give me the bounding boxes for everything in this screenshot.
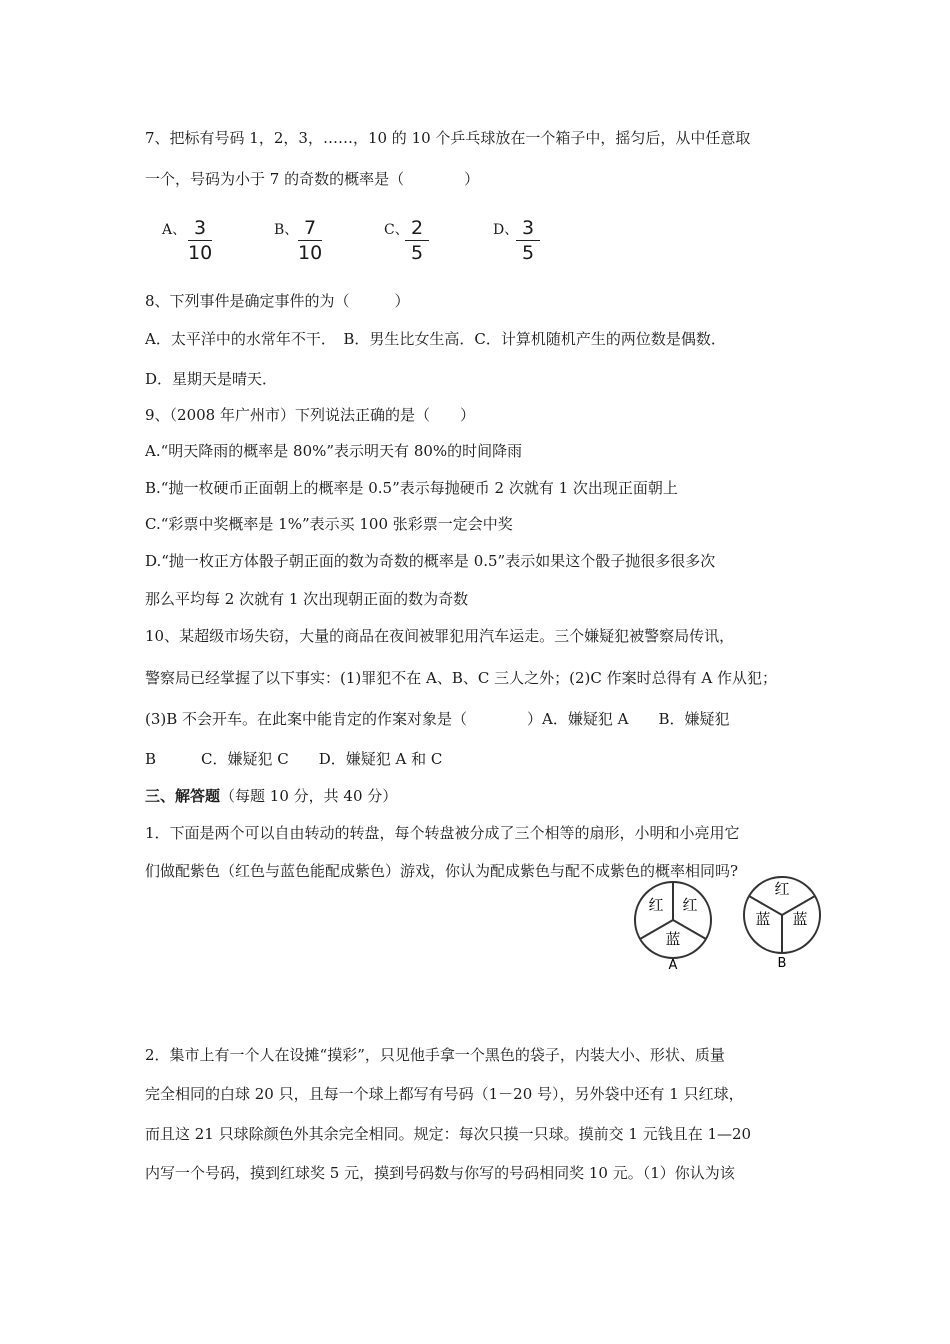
fraction-bar: [188, 240, 212, 241]
spinner-b-sector-label: 红: [774, 880, 790, 898]
q7-option-b-fraction: [298, 218, 322, 263]
q9-option-b: B.“抛一枚硬币正面朝上的概率是 0.5”表示每抛硬币 2 次就有 1 次出现正面朝上: [145, 479, 678, 497]
p1-line-2: 们做配紫色（红色与蓝色能配成紫色）游戏，你认为配成紫色与配不成紫色的概率相同吗?: [145, 862, 739, 880]
p2-line-2: 完全相同的白球 20 只，且每一个球上都写有号码（1－20 号），另外袋中还有 1 只红球，: [145, 1085, 744, 1103]
p2-line-1: 2．集市上有一个人在设摊“摸彩”，只见他手拿一个黑色的袋子，内装大小、形状、质量: [145, 1046, 725, 1064]
q8-options-line: A．太平洋中的水常年不干． B．男生比女生高．C．计算机随机产生的两位数是偶数．: [145, 330, 726, 348]
q9-option-a: A.“明天降雨的概率是 80%”表示明天有 80%的时间降雨: [145, 442, 523, 460]
fraction-bar: [516, 240, 540, 241]
fraction-denominator: 5: [521, 242, 535, 264]
fraction-numerator: 3: [194, 217, 207, 239]
q10-line-3: (3)B 不会开车。在此案中能肯定的作案对象是（ ）A．嫌疑犯 A B．嫌疑犯: [145, 710, 730, 728]
p2-line-4: 内写一个号码，摸到红球奖 5 元，摸到号码数与你写的号码相同奖 10 元。（1）你认为该: [145, 1164, 735, 1182]
q7-line-2: 一个，号码为小于 7 的奇数的概率是（ ）: [145, 170, 480, 188]
section-note: （每题 10 分，共 40 分）: [220, 787, 398, 805]
q9-option-c: C.“彩票中奖概率是 1%”表示买 100 张彩票一定会中奖: [145, 515, 513, 533]
p2-line-3: 而且这 21 只球除颜色外其余完全相同。规定：每次只摸一只球。摸前交 1 元钱且在 1—20: [145, 1125, 752, 1143]
q7-option-d-label: D、: [493, 222, 519, 238]
q9-option-d-line-1: D.“抛一枚正方体骰子朝正面的数为奇数的概率是 0.5”表示如果这个骰子抛很多很多次: [145, 552, 716, 570]
q7-option-a-fraction: [188, 218, 212, 263]
fraction-numerator: 2: [410, 217, 424, 239]
fraction-numerator: 3: [521, 217, 535, 239]
q10-line-2: 警察局已经掌握了以下事实：(1)罪犯不在 A、B、C 三人之外；(2)C 作案时总得有 A 作从犯；: [145, 669, 777, 687]
fraction-denominator: 10: [298, 242, 323, 264]
q7-option-c-label: C、: [384, 222, 409, 238]
spinner-b: [744, 877, 820, 971]
spinner-b-caption: B: [777, 956, 787, 971]
spinner-figure: [630, 870, 830, 975]
section-heading: [145, 785, 397, 806]
spinner-a-sector-label: 蓝: [665, 930, 681, 948]
q7-option-d-fraction: [516, 218, 540, 263]
spinner-a-sector-label: 红: [682, 896, 698, 914]
q8-stem: 8、下列事件是确定事件的为（ ）: [145, 292, 410, 310]
spinner-b-sector-label: 蓝: [755, 910, 771, 928]
q9-stem: 9、（2008 年广州市）下列说法正确的是（ ）: [145, 406, 475, 424]
q7-option-a-label: A、: [162, 222, 187, 238]
q9-option-d-line-2: 那么平均每 2 次就有 1 次出现朝正面的数为奇数: [145, 590, 469, 608]
q8-option-d: D．星期天是晴天．: [145, 370, 278, 388]
spinner-a-sector-label: 红: [648, 896, 664, 914]
q10-line-4: B C．嫌疑犯 C D．嫌疑犯 A 和 C: [145, 750, 443, 768]
q10-line-1: 10、某超级市场失窃，大量的商品在夜间被罪犯用汽车运走。三个嫌疑犯被警察局传讯，: [145, 627, 735, 645]
fraction-denominator: 5: [410, 242, 424, 264]
spinner-a-caption: A: [668, 958, 678, 973]
spinner-b-sector-label: 蓝: [792, 910, 808, 928]
fraction-denominator: 10: [188, 242, 213, 264]
q7-option-c-fraction: [405, 218, 429, 263]
spinner-a: [635, 882, 711, 973]
fraction-bar: [298, 240, 322, 241]
fraction-numerator: 7: [304, 217, 317, 239]
q7-line-1: 7、把标有号码 1，2，3，……，10 的 10 个乒乓球放在一个箱子中，摇匀后，从中任意取: [145, 129, 751, 147]
p1-line-1: 1．下面是两个可以自由转动的转盘，每个转盘被分成了三个相等的扇形，小明和小亮用它: [145, 824, 740, 842]
fraction-bar: [405, 240, 429, 241]
q7-option-b-label: B、: [274, 222, 299, 238]
section-title: 三、解答题: [145, 787, 221, 805]
